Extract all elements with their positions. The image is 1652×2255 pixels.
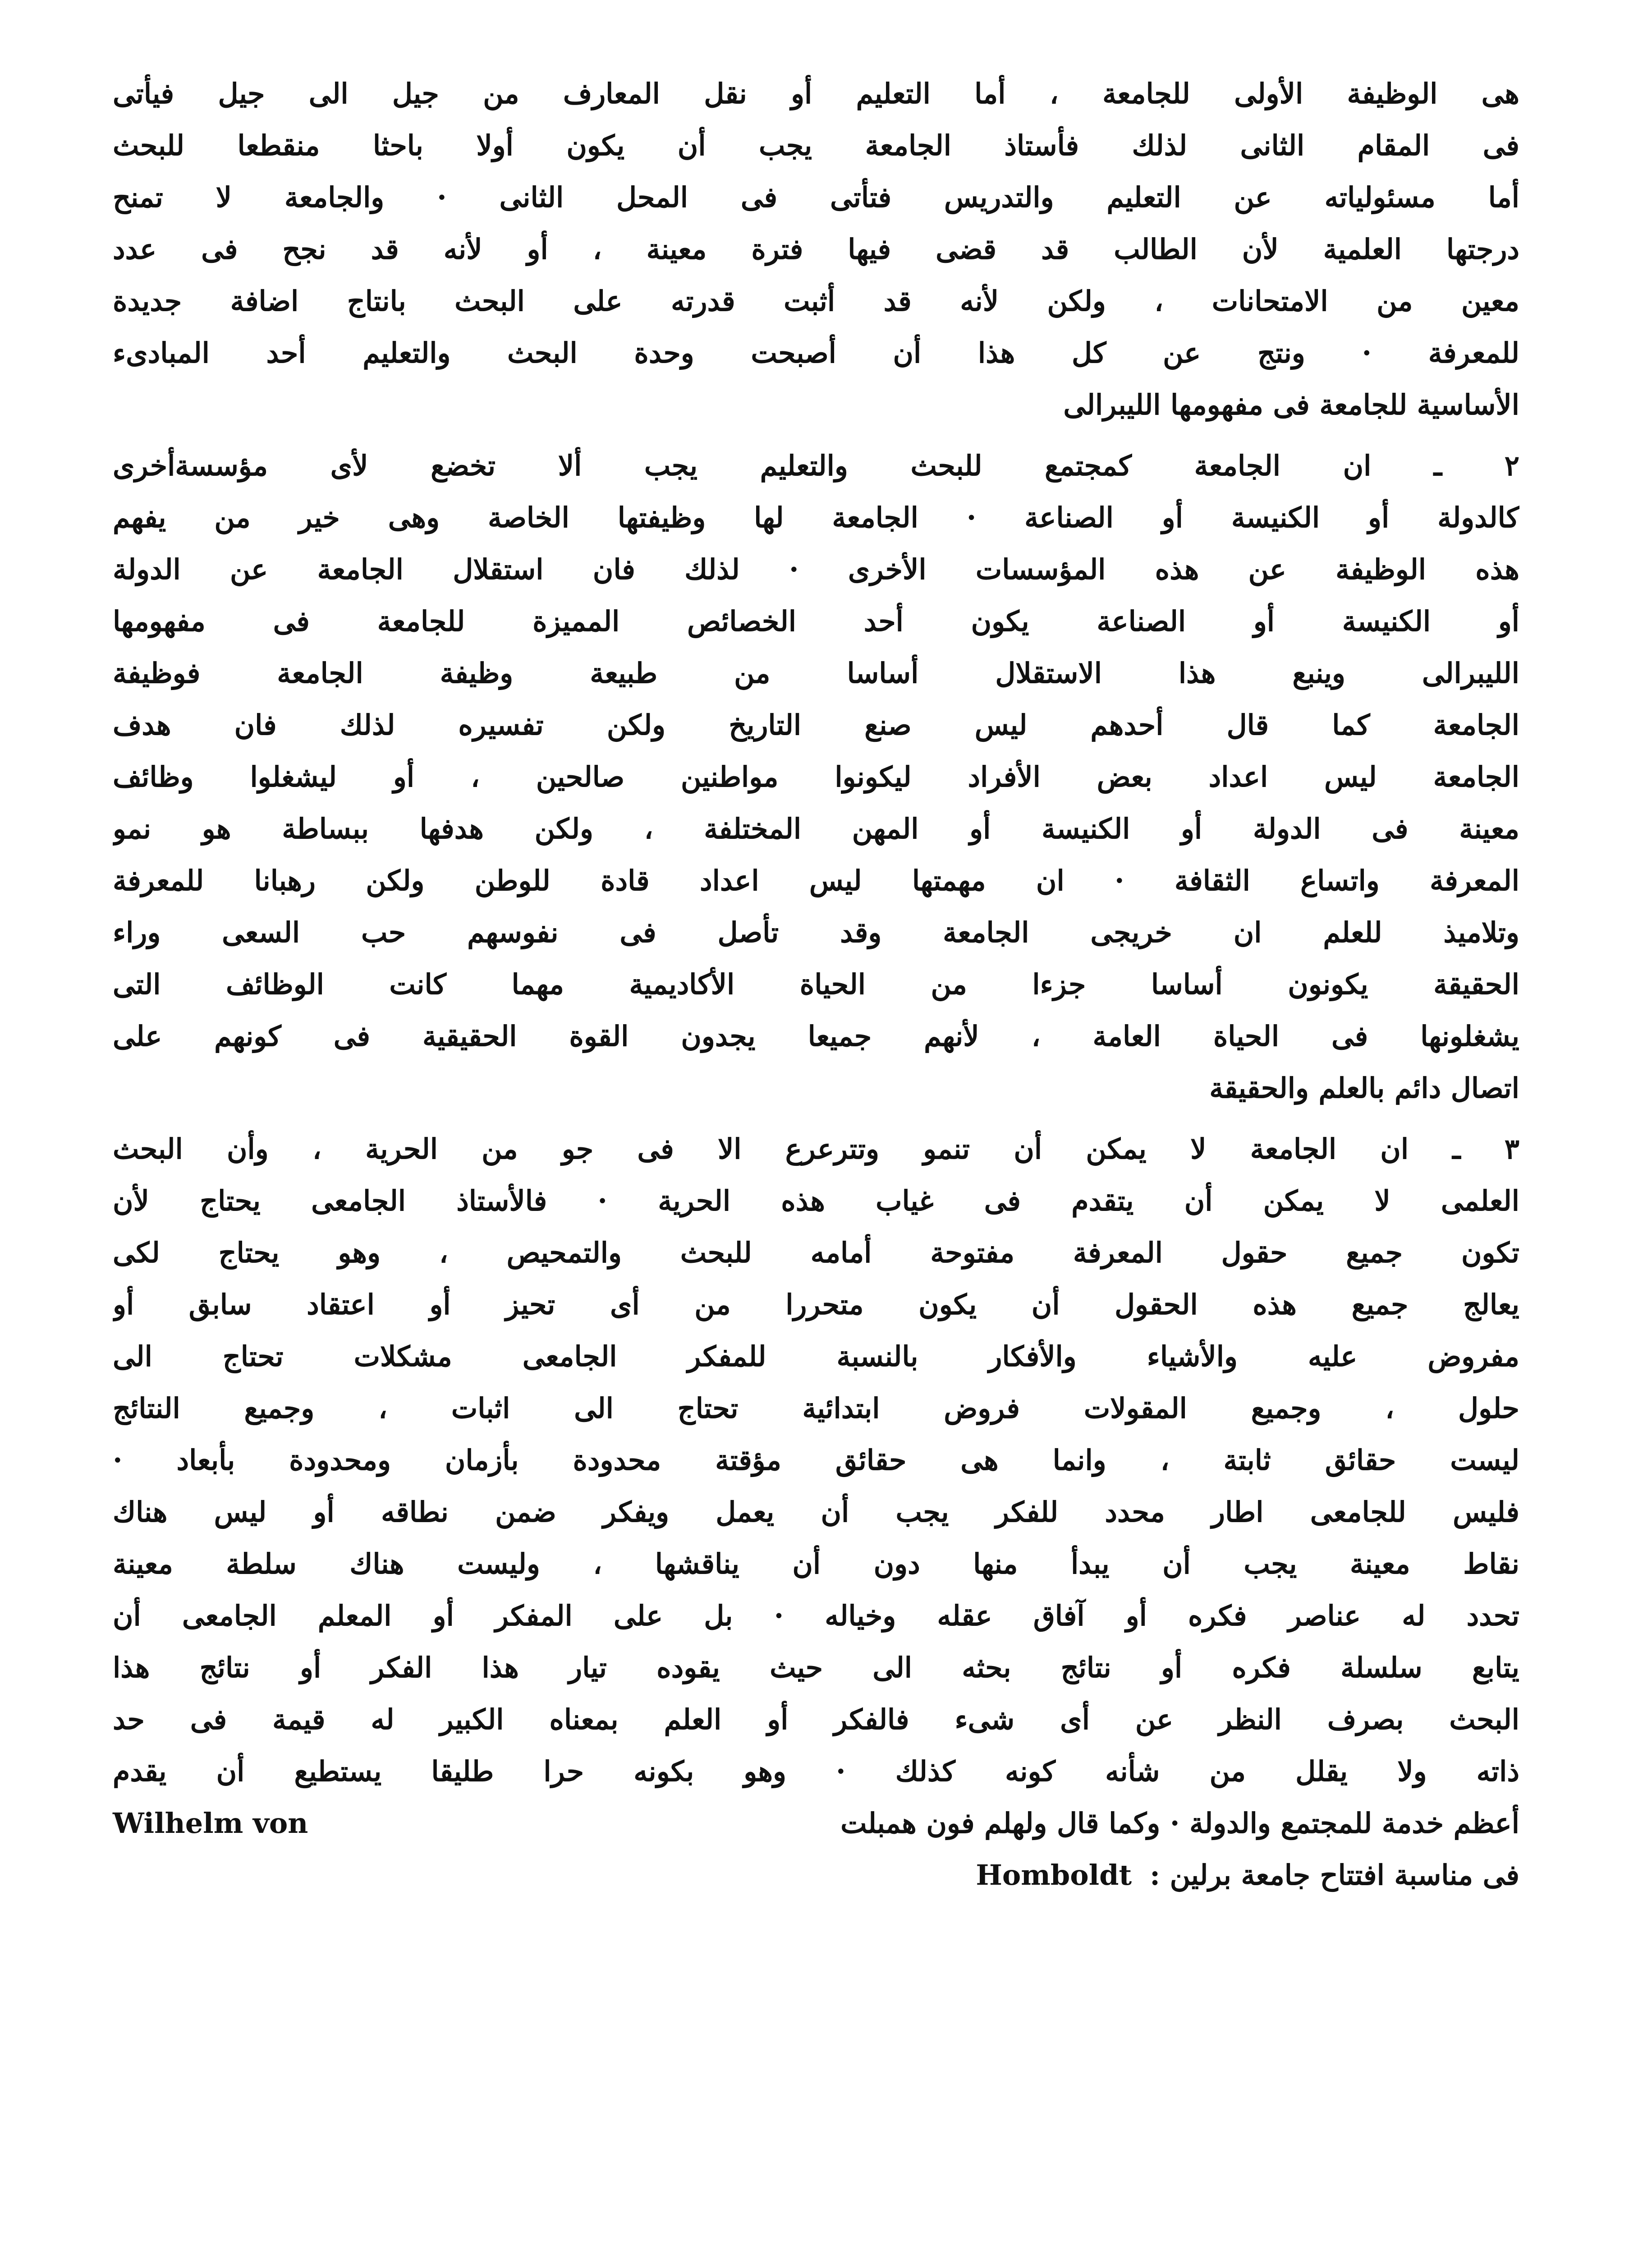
- latin-name: Homboldt: [976, 1859, 1132, 1891]
- text-line: للمعرفة · ونتج عن كل هذا أن أصبحت وحدة البحث والتعليم أحد المبادىء: [113, 336, 1519, 369]
- text-line: حلول ، وجميع المقولات فروض ابتدائية تحتاج الى اثبات ، وجميع النتائج: [113, 1392, 1519, 1425]
- text-line: الجامعة كما قال أحدهم ليس صنع التاريخ ولكن تفسيره لذلك فان هدف: [113, 709, 1519, 741]
- latin-name: Wilhelm von: [113, 1807, 308, 1840]
- body-text: [113, 68, 1519, 1910]
- text-line: معين من الامتحانات ، ولكن لأنه قد أثبت قدرته على البحث بانتاج اضافة جديدة: [113, 285, 1519, 318]
- paragraph-1: [113, 68, 1519, 431]
- text-line: أما مسئولياته عن التعليم والتدريس فتأتى فى المحل الثانى · والجامعة لا تمنح: [113, 181, 1519, 214]
- text-line: المعرفة واتساع الثقافة · ان مهمتها ليس اعداد قادة للوطن ولكن رهبانا للمعرفة: [113, 864, 1519, 897]
- text-line: يعالج جميع هذه الحقول أن يكون متحررا من أى تحيز أو اعتقاد سابق أو: [113, 1288, 1519, 1321]
- text-line: الليبرالى وينبع هذا الاستقلال أساسا من طبيعة وظيفة الجامعة فوظيفة: [113, 657, 1519, 690]
- text-line: معينة فى الدولة أو الكنيسة أو المهن المختلفة ، ولكن هدفها ببساطة هو نمو: [113, 812, 1519, 845]
- text-line: هذه الوظيفة عن هذه المؤسسات الأخرى · لذلك فان استقلال الجامعة عن الدولة: [113, 553, 1519, 586]
- text-line: ٢ ـ ان الجامعة كمجتمع للبحث والتعليم يجب ألا تخضع لأى مؤسسةأخرى: [113, 449, 1519, 482]
- text-line: البحث بصرف النظر عن أى شىء فالفكر أو العلم بمعناه الكبير له قيمة فى حد: [113, 1703, 1519, 1736]
- text-line: كالدولة أو الكنيسة أو الصناعة · الجامعة لها وظيفتها الخاصة وهى خير من يفهم: [113, 501, 1519, 534]
- text-line: نقاط معينة يجب أن يبدأ منها دون أن يناقشها ، وليست هناك سلطة معينة: [113, 1547, 1519, 1580]
- text-line: اتصال دائم بالعلم والحقيقة: [1209, 1072, 1519, 1104]
- text-line: العلمى لا يمكن أن يتقدم فى غياب هذه الحرية · فالأستاذ الجامعى يحتاج لأن: [113, 1184, 1519, 1217]
- text-line: تكون جميع حقول المعرفة مفتوحة أمامه للبحث والتمحيص ، وهو يحتاج لكى: [113, 1236, 1519, 1269]
- text-line: هى الوظيفة الأولى للجامعة ، أما التعليم أو نقل المعارف من جيل الى جيل فيأتى: [113, 77, 1519, 110]
- text-line: ليست حقائق ثابتة ، وانما هى حقائق مؤقتة محدودة بأزمان ومحدودة بأبعاد ·: [113, 1444, 1519, 1477]
- text-line: فى المقام الثانى لذلك فأستاذ الجامعة يجب أن يكون أولا باحثا منقطعا للبحث: [113, 129, 1519, 162]
- text-line-arabic-part: أعظم خدمة للمجتمع والدولة · وكما قال ولهلم فون همبلت: [840, 1807, 1519, 1840]
- text-line: ذاته ولا يقلل من شأنه كونه كذلك · وهو بكونه حرا طليقا يستطيع أن يقدم: [113, 1755, 1519, 1788]
- text-line: فليس للجامعى اطار محدد للفكر يجب أن يعمل ويفكر ضمن نطاقه أو ليس هناك: [113, 1496, 1519, 1528]
- paragraph-2: [113, 440, 1519, 1114]
- text-line: يشغلونها فى الحياة العامة ، لأنهم جميعا يجدون القوة الحقيقية فى كونهم على: [113, 1020, 1519, 1053]
- text-line-with-latin: [113, 1849, 1519, 1901]
- text-line: أو الكنيسة أو الصناعة يكون أحد الخصائص المميزة للجامعة فى مفهومها: [113, 605, 1519, 638]
- text-line: درجتها العلمية لأن الطالب قد قضى فيها فترة معينة ، أو لأنه قد نجح فى عدد: [113, 233, 1519, 266]
- text-line-with-latin: [113, 1797, 1519, 1849]
- text-line: مفروض عليه والأشياء والأفكار بالنسبة للمفكر الجامعى مشكلات تحتاج الى: [113, 1340, 1519, 1373]
- paragraph-3: [113, 1123, 1519, 1901]
- text-line: يتابع سلسلة فكره أو نتائج بحثه الى حيث يقوده تيار هذا الفكر أو نتائج هذا: [113, 1651, 1519, 1684]
- text-line: تحدد له عناصر فكره أو آفاق عقله وخياله · بل على المفكر أو المعلم الجامعى أن: [113, 1599, 1519, 1632]
- text-line: وتلاميذ للعلم ان خريجى الجامعة وقد تأصل فى نفوسهم حب السعى وراء: [113, 916, 1519, 949]
- text-line: الأساسية للجامعة فى مفهومها الليبرالى: [1063, 388, 1519, 421]
- text-line-arabic-part: فى مناسبة افتتاح جامعة برلين :: [1150, 1859, 1519, 1891]
- text-line: الحقيقة يكونون أساسا جزءا من الحياة الأكاديمية مهما كانت الوظائف التى: [113, 968, 1519, 1001]
- text-line: ٣ ـ ان الجامعة لا يمكن أن تنمو وتترعرع الا فى جو من الحرية ، وأن البحث: [113, 1132, 1519, 1165]
- text-line: الجامعة ليس اعداد بعض الأفراد ليكونوا مواطنين صالحين ، أو ليشغلوا وظائف: [113, 760, 1519, 793]
